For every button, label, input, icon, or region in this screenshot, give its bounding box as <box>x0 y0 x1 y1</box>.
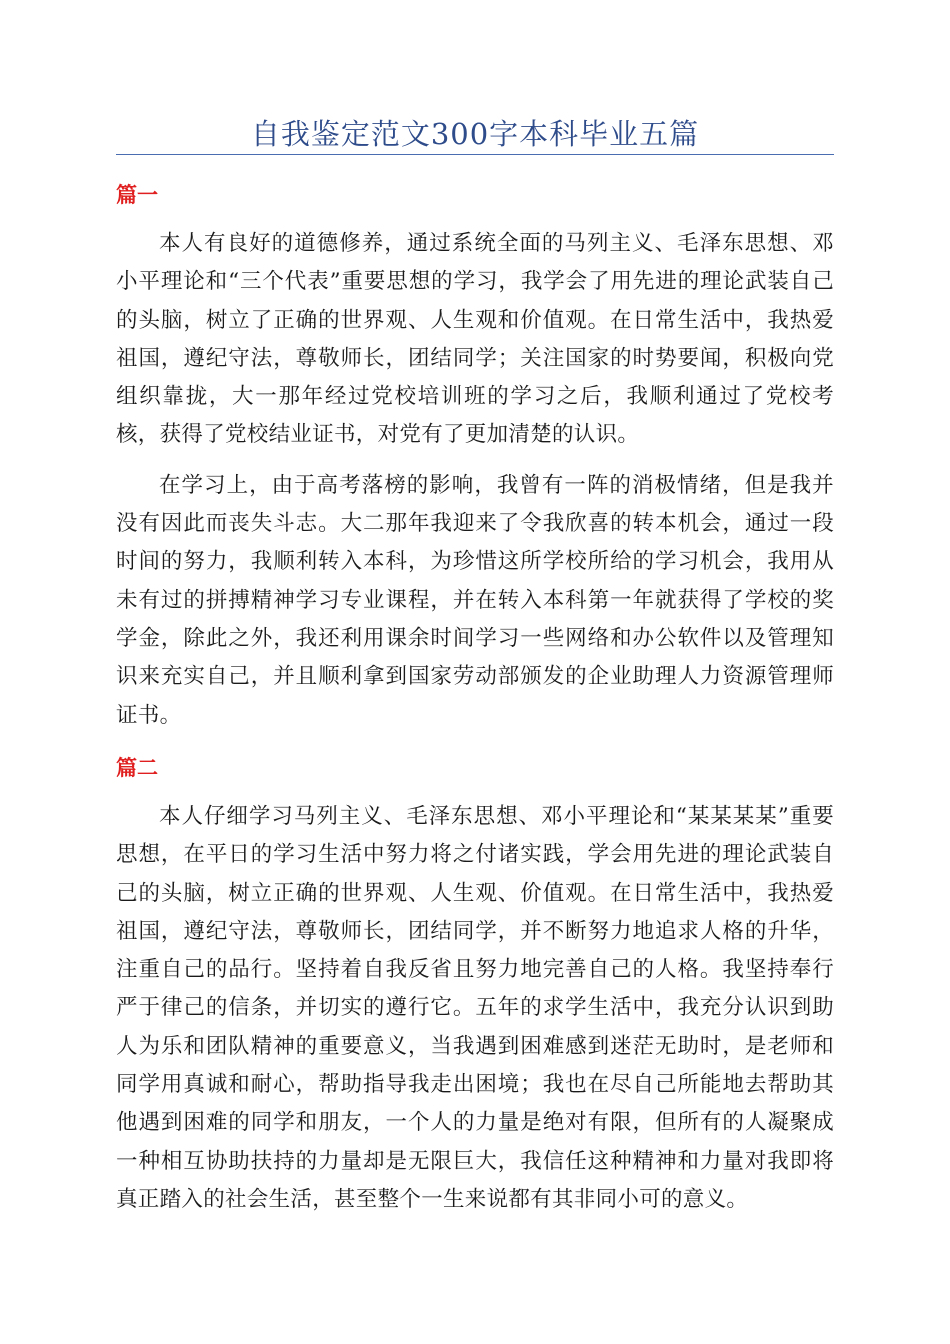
paragraph: 在学习上，由于高考落榜的影响，我曾有一阵的消极情绪，但是我并没有因此而丧失斗志。大二那年我迎来了令我欣喜的转本机会，通过一段时间的努力，我顺利转入本科，为珍惜这所学校所给的学习机会，我用从未有过的拼搏精神学习专业课程，并在转入本科第一年就获得了学校的奖学金，除此之外，我还利用课余时间学习一些网络和办公软件以及管理知识来充实自己，并且顺利拿到国家劳动部颁发的企业助理人力资源管理师证书。 <box>116 472 834 728</box>
paragraph: 本人有良好的道德修养，通过系统全面的马列主义、毛泽东思想、邓小平理论和“三个代表”重要思想的学习，我学会了用先进的理论武装自己的头脑，树立了正确的世界观、人生观和价值观。在日常生活中，我热爱祖国，遵纪守法，尊敬师长，团结同学；关注国家的时势要闻，积极向党组织靠拢，大一那年经过党校培训班的学习之后，我顺利通过了党校考核，获得了党校结业证书，对党有了更加清楚的认识。 <box>116 231 834 448</box>
title-underline <box>116 154 834 155</box>
document-title: 自我鉴定范文300字本科毕业五篇 <box>250 117 700 151</box>
paragraph: 本人仔细学习马列主义、毛泽东思想、邓小平理论和“某某某某”重要思想，在平日的学习生活中努力将之付诸实践，学会用先进的理论武装自己的头脑，树立正确的世界观、人生观、价值观。在日常生活中，我热爱祖国，遵纪守法，尊敬师长，团结同学，并不断努力地追求人格的升华，注重自己的品行。坚持着自我反省且努力地完善自己的人格。我坚持奉行严于律己的信条，并切实的遵行它。五年的求学生活中，我充分认识到助人为乐和团队精神的重要意义，当我遇到困难感到迷茫无助时，是老师和同学用真诚和耐心，帮助指导我走出困境；我也在尽自己所能地去帮助其他遇到困难的同学和朋友，一个人的力量是绝对有限，但所有的人凝聚成一种相互协助扶持的力量却是无限巨大，我信任这种精神和力量对我即将真正踏入的社会生活，甚至整个一生来说都有其非同小可的意义。 <box>116 804 834 1212</box>
section-1 <box>116 179 834 735</box>
section-heading: 篇二 <box>116 756 158 780</box>
section-2 <box>116 752 834 1219</box>
section-heading: 篇一 <box>116 183 158 207</box>
